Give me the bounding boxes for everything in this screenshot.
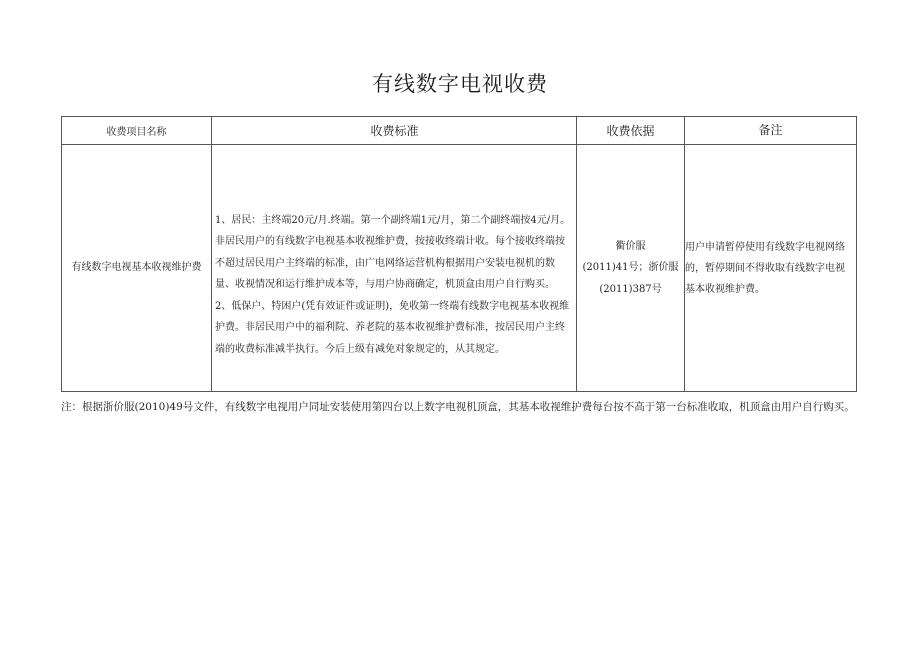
basis-line-3: (2011)387号 <box>599 283 662 295</box>
basis-line-2: (2011)41号；浙价服 <box>582 262 679 274</box>
header-basis: 收费依据 <box>577 117 685 145</box>
table-row <box>62 145 857 392</box>
standard-paragraph-1: 1、居民：主终端20元/月.终端。第一个副终端1元/月，第二个副终端按4元/月。非居民用户的有线数字电视基本收视维护费，按接收终端计收。每个接收终端按不超过居民用户主终端的标准，由广电网络运营机构根据用户安装电视机的数量、收视情况和运行维护成本等，与用户协商确定，机顶盒由用户自行购买。 <box>215 214 571 291</box>
remark-cell <box>685 145 857 392</box>
standard-paragraph-2: 2、低保户、特困户(凭有效证件或证明)，免收第一终端有线数字电视基本收视维护费。非居民用户中的福利院、养老院的基本收视维护费标准，按居民用户主终端的收费标准减半执行。今后上级有减免对象规定的，从其规定。 <box>215 300 570 355</box>
item-name-cell: 有线数字电视基本收视维护费 <box>62 145 212 392</box>
header-standard: 收费标准 <box>212 117 577 145</box>
remark-text: 用户申请暂停使用有线数字电视网络的，暂停期间不得收取有线数字电视基本收视维护费。 <box>685 241 845 295</box>
header-remark: 备注 <box>685 117 857 145</box>
fee-table <box>61 116 857 392</box>
basis-line-1: 衢价服 <box>615 240 646 252</box>
table-header-row <box>62 117 857 145</box>
footnote: 注：根据浙价服(2010)49号文件，有线数字电视用户同址安装使用第四台以上数字电视机顶盒，其基本收视维护费每台按不高于第一台标准收取，机顶盒由用户自行购买。 <box>61 401 855 413</box>
standard-cell <box>212 145 577 392</box>
document-title: 有线数字电视收费 <box>372 72 548 96</box>
basis-cell <box>577 145 685 392</box>
header-item-name: 收费项目名称 <box>62 117 212 145</box>
